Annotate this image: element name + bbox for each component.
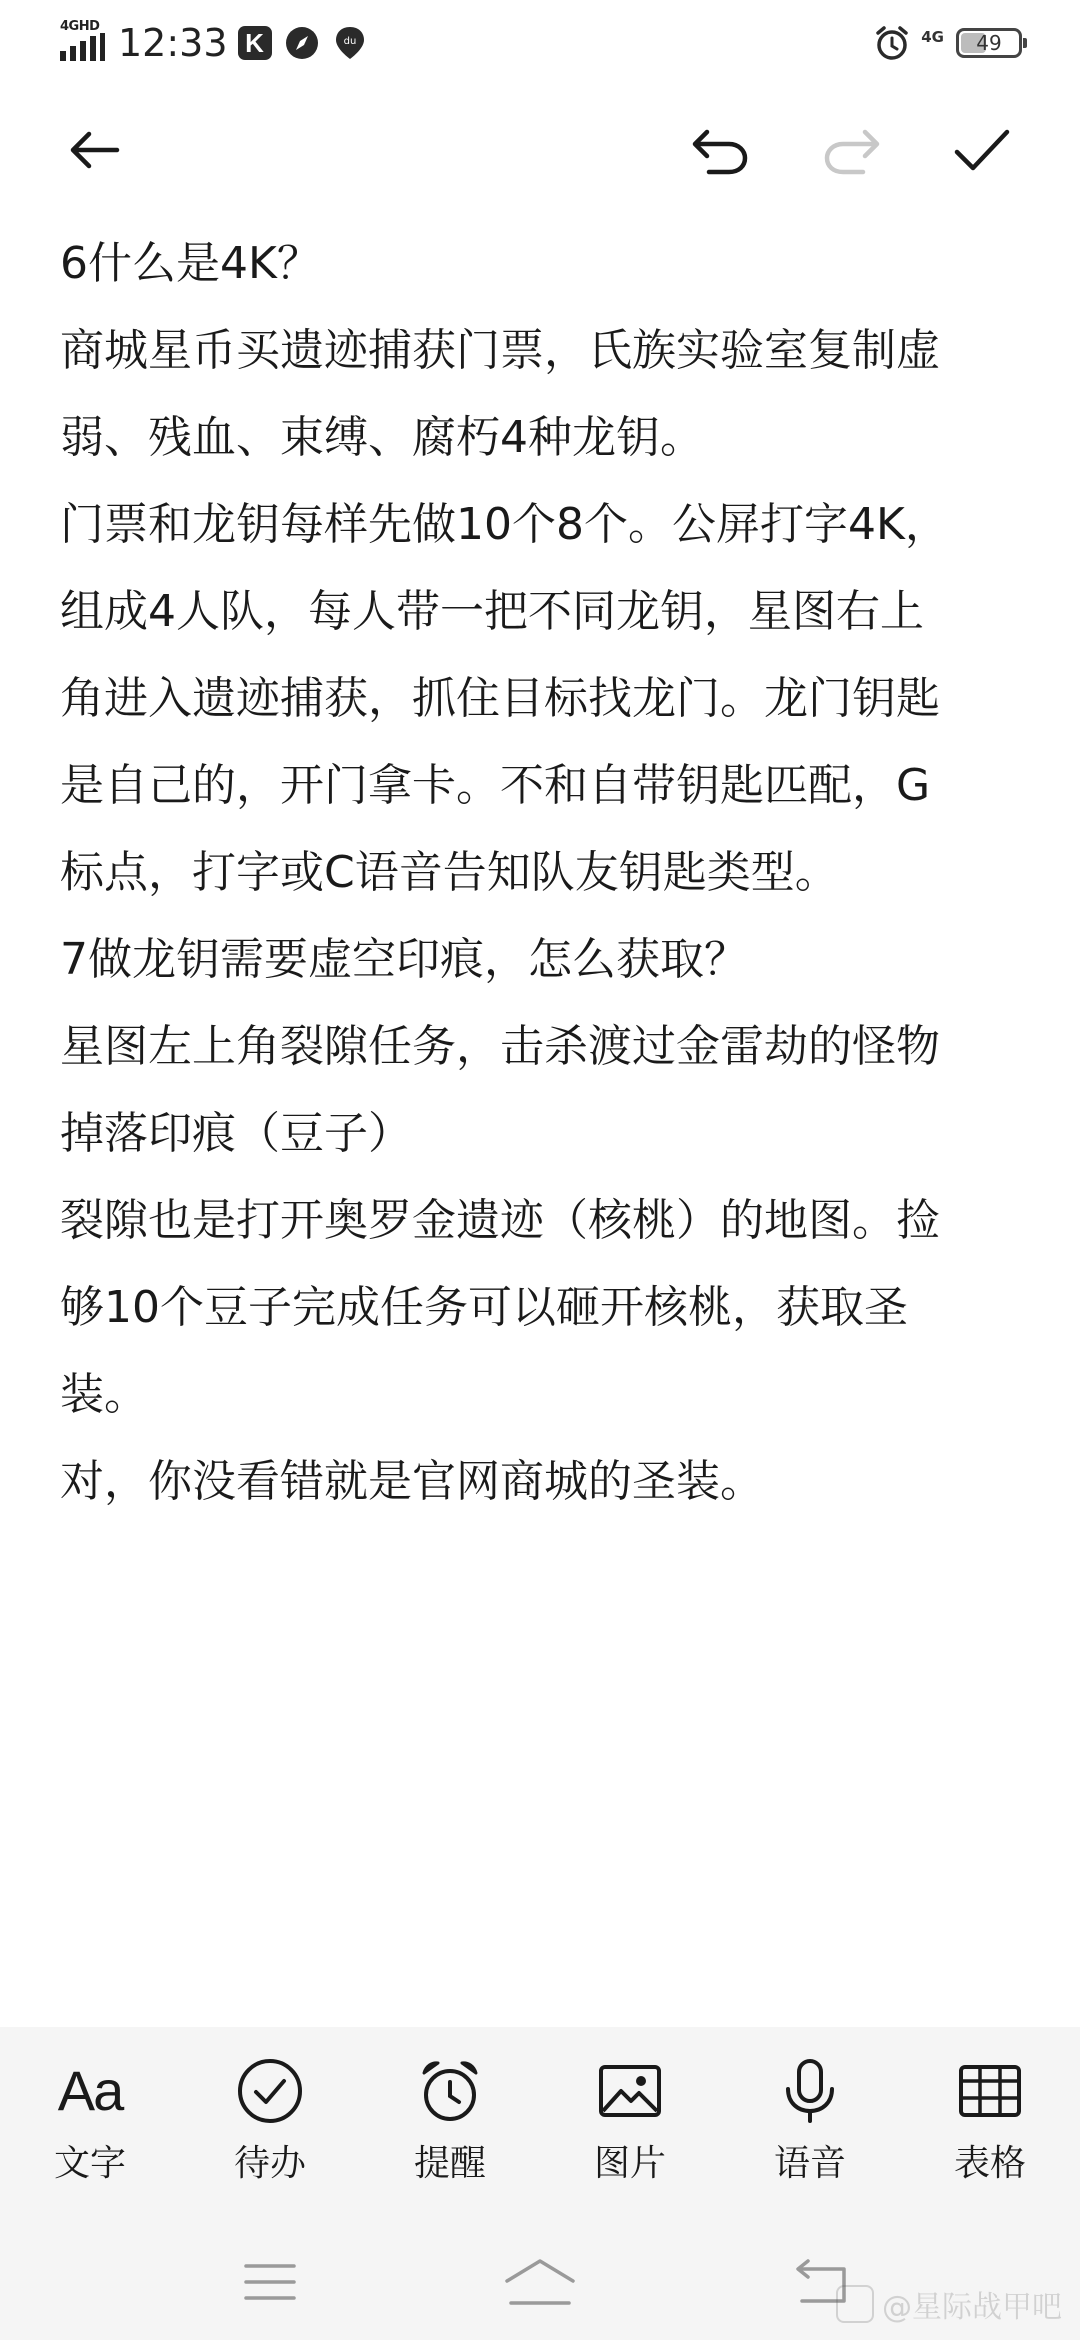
watermark-logo <box>836 2285 874 2323</box>
network-4g-label: 4G <box>921 27 944 46</box>
alarm-clock-icon <box>414 2055 486 2127</box>
note-line[interactable]: 掉落印痕（豆子） <box>60 1108 412 1159</box>
text-aa-icon: Aa <box>57 2059 123 2122</box>
note-line[interactable]: 裂隙也是打开奥罗金遗迹（核桃）的地图。捡 <box>60 1195 940 1246</box>
bottom-panel <box>0 2027 1080 2340</box>
note-line[interactable]: 商城星币买遗迹捕获门票，氏族实验室复制虚 <box>60 325 940 376</box>
du-location-icon <box>332 25 368 61</box>
battery-icon <box>956 28 1022 58</box>
note-line[interactable]: 装。 <box>60 1369 148 1420</box>
checkmark-icon <box>951 120 1013 180</box>
note-line[interactable]: 够10个豆子完成任务可以砸开核桃，获取圣 <box>60 1282 908 1333</box>
redo-button[interactable] <box>812 110 892 190</box>
tool-label-table: 表格 <box>953 2143 1026 2184</box>
status-right <box>873 18 1022 68</box>
note-line[interactable]: 7做龙钥需要虚空印痕，怎么获取？ <box>60 934 748 985</box>
reminder-button[interactable] <box>380 2055 520 2186</box>
redo-icon <box>819 120 885 180</box>
note-line[interactable]: 标点，打字或C语音告知队友钥匙类型。 <box>60 847 839 898</box>
home-icon <box>503 2257 577 2307</box>
nav-home-button[interactable] <box>500 2247 580 2317</box>
signal-icon <box>58 21 106 65</box>
note-editor[interactable] <box>60 220 1026 1525</box>
tool-label-voice: 语音 <box>773 2143 846 2184</box>
image-icon <box>594 2055 666 2127</box>
microphone-icon <box>774 2055 846 2127</box>
voice-button[interactable] <box>740 2055 880 2186</box>
compass-icon <box>284 25 320 61</box>
todo-button[interactable] <box>200 2055 340 2186</box>
svg-text:du: du <box>343 36 356 47</box>
note-line[interactable]: 对，你没看错就是官网商城的圣装。 <box>60 1456 764 1507</box>
back-arrow-icon <box>65 120 125 180</box>
note-line[interactable]: 是自己的，开门拿卡。不和自带钥匙匹配，G <box>60 760 931 811</box>
done-button[interactable] <box>942 110 1022 190</box>
watermark <box>836 2282 1062 2326</box>
note-line[interactable]: 6什么是4K？ <box>60 238 321 289</box>
system-nav-bar <box>0 2227 1080 2340</box>
k-app-icon: K <box>238 26 272 60</box>
text-format-button[interactable] <box>20 2055 160 2186</box>
note-line[interactable]: 组成4人队，每人带一把不同龙钥，星图右上 <box>60 586 924 637</box>
note-line[interactable]: 星图左上角裂隙任务，击杀渡过金雷劫的怪物 <box>60 1021 940 1072</box>
battery-level: 49 <box>976 31 1002 55</box>
menu-icon <box>242 2260 298 2304</box>
editor-toolbar <box>0 100 1080 200</box>
network-type-label: 4GHD <box>60 19 100 34</box>
tool-label-text: 文字 <box>53 2143 126 2184</box>
back-button[interactable] <box>55 110 135 190</box>
tool-label-todo: 待办 <box>233 2143 306 2184</box>
table-button[interactable] <box>920 2055 1060 2186</box>
undo-button[interactable] <box>680 110 760 190</box>
status-time: 12:33 <box>118 21 228 65</box>
note-line[interactable]: 角进入遗迹捕获，抓住目标找龙门。龙门钥匙 <box>60 673 940 724</box>
insert-toolbar <box>0 2027 1080 2217</box>
status-left <box>58 18 368 68</box>
watermark-text: @星际战甲吧 <box>882 2290 1062 2325</box>
tool-label-reminder: 提醒 <box>413 2143 486 2184</box>
note-line[interactable]: 弱、残血、束缚、腐朽4种龙钥。 <box>60 412 704 463</box>
table-icon <box>954 2055 1026 2127</box>
image-button[interactable] <box>560 2055 700 2186</box>
tool-label-image: 图片 <box>593 2143 666 2184</box>
undo-icon <box>687 120 753 180</box>
alarm-icon <box>873 24 911 62</box>
status-bar <box>0 0 1080 88</box>
nav-menu-button[interactable] <box>230 2247 310 2317</box>
note-line[interactable]: 门票和龙钥每样先做10个8个。公屏打字4K， <box>60 499 949 550</box>
todo-check-icon <box>234 2055 306 2127</box>
